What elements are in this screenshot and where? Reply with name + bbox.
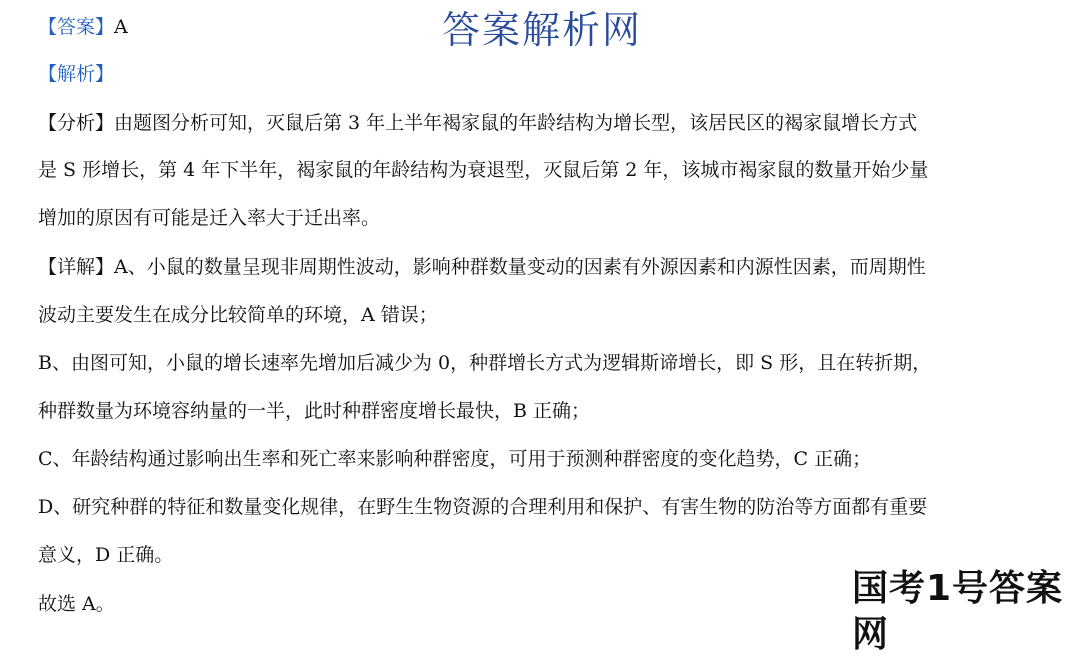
answer-value: A (114, 16, 128, 38)
paragraph-line: 波动主要发生在成分比较简单的环境，A 错误； (38, 304, 438, 326)
paragraph-line: 是 S 形增长，第 4 年下半年，褐家鼠的年龄结构为衰退型，灭鼠后第 2 年，该城市褐家鼠的数量开始少量 (38, 159, 929, 181)
paragraph-line: 故选 A。 (38, 593, 115, 615)
paragraph-line: 意义，D 正确。 (38, 544, 174, 566)
analysis-heading: 【解析】 (38, 63, 115, 85)
answer-line (38, 14, 128, 40)
watermark-bottom: 国考1号答案网 (852, 568, 1064, 655)
watermark-top: 答案解析网 (442, 8, 643, 52)
paragraph-line: 种群数量为环境容纳量的一半，此时种群密度增长最快，B 正确； (38, 400, 591, 422)
paragraph-line: B、由图可知，小鼠的增长速率先增加后减少为 0，种群增长方式为逻辑斯谛增长，即 S 形，且在转折期， (38, 352, 932, 374)
answer-label: 【答案】 (38, 16, 115, 38)
paragraph-line: 【分析】由题图分析可知，灭鼠后第 3 年上半年褐家鼠的年龄结构为增长型，该居民区的褐家鼠增长方式 (38, 112, 918, 134)
paragraph-line: 增加的原因有可能是迁入率大于迁出率。 (38, 207, 381, 229)
paragraph-line: 【详解】A、小鼠的数量呈现非周期性波动，影响种群数量变动的因素有外源因素和内源性因素，而周期性 (38, 256, 926, 278)
paragraph-line: D、研究种群的特征和数量变化规律，在野生生物资源的合理利用和保护、有害生物的防治等方面都有重要 (38, 496, 928, 518)
paragraph-line: C、年龄结构通过影响出生率和死亡率来影响种群密度，可用于预测种群密度的变化趋势，C 正确； (38, 448, 872, 470)
